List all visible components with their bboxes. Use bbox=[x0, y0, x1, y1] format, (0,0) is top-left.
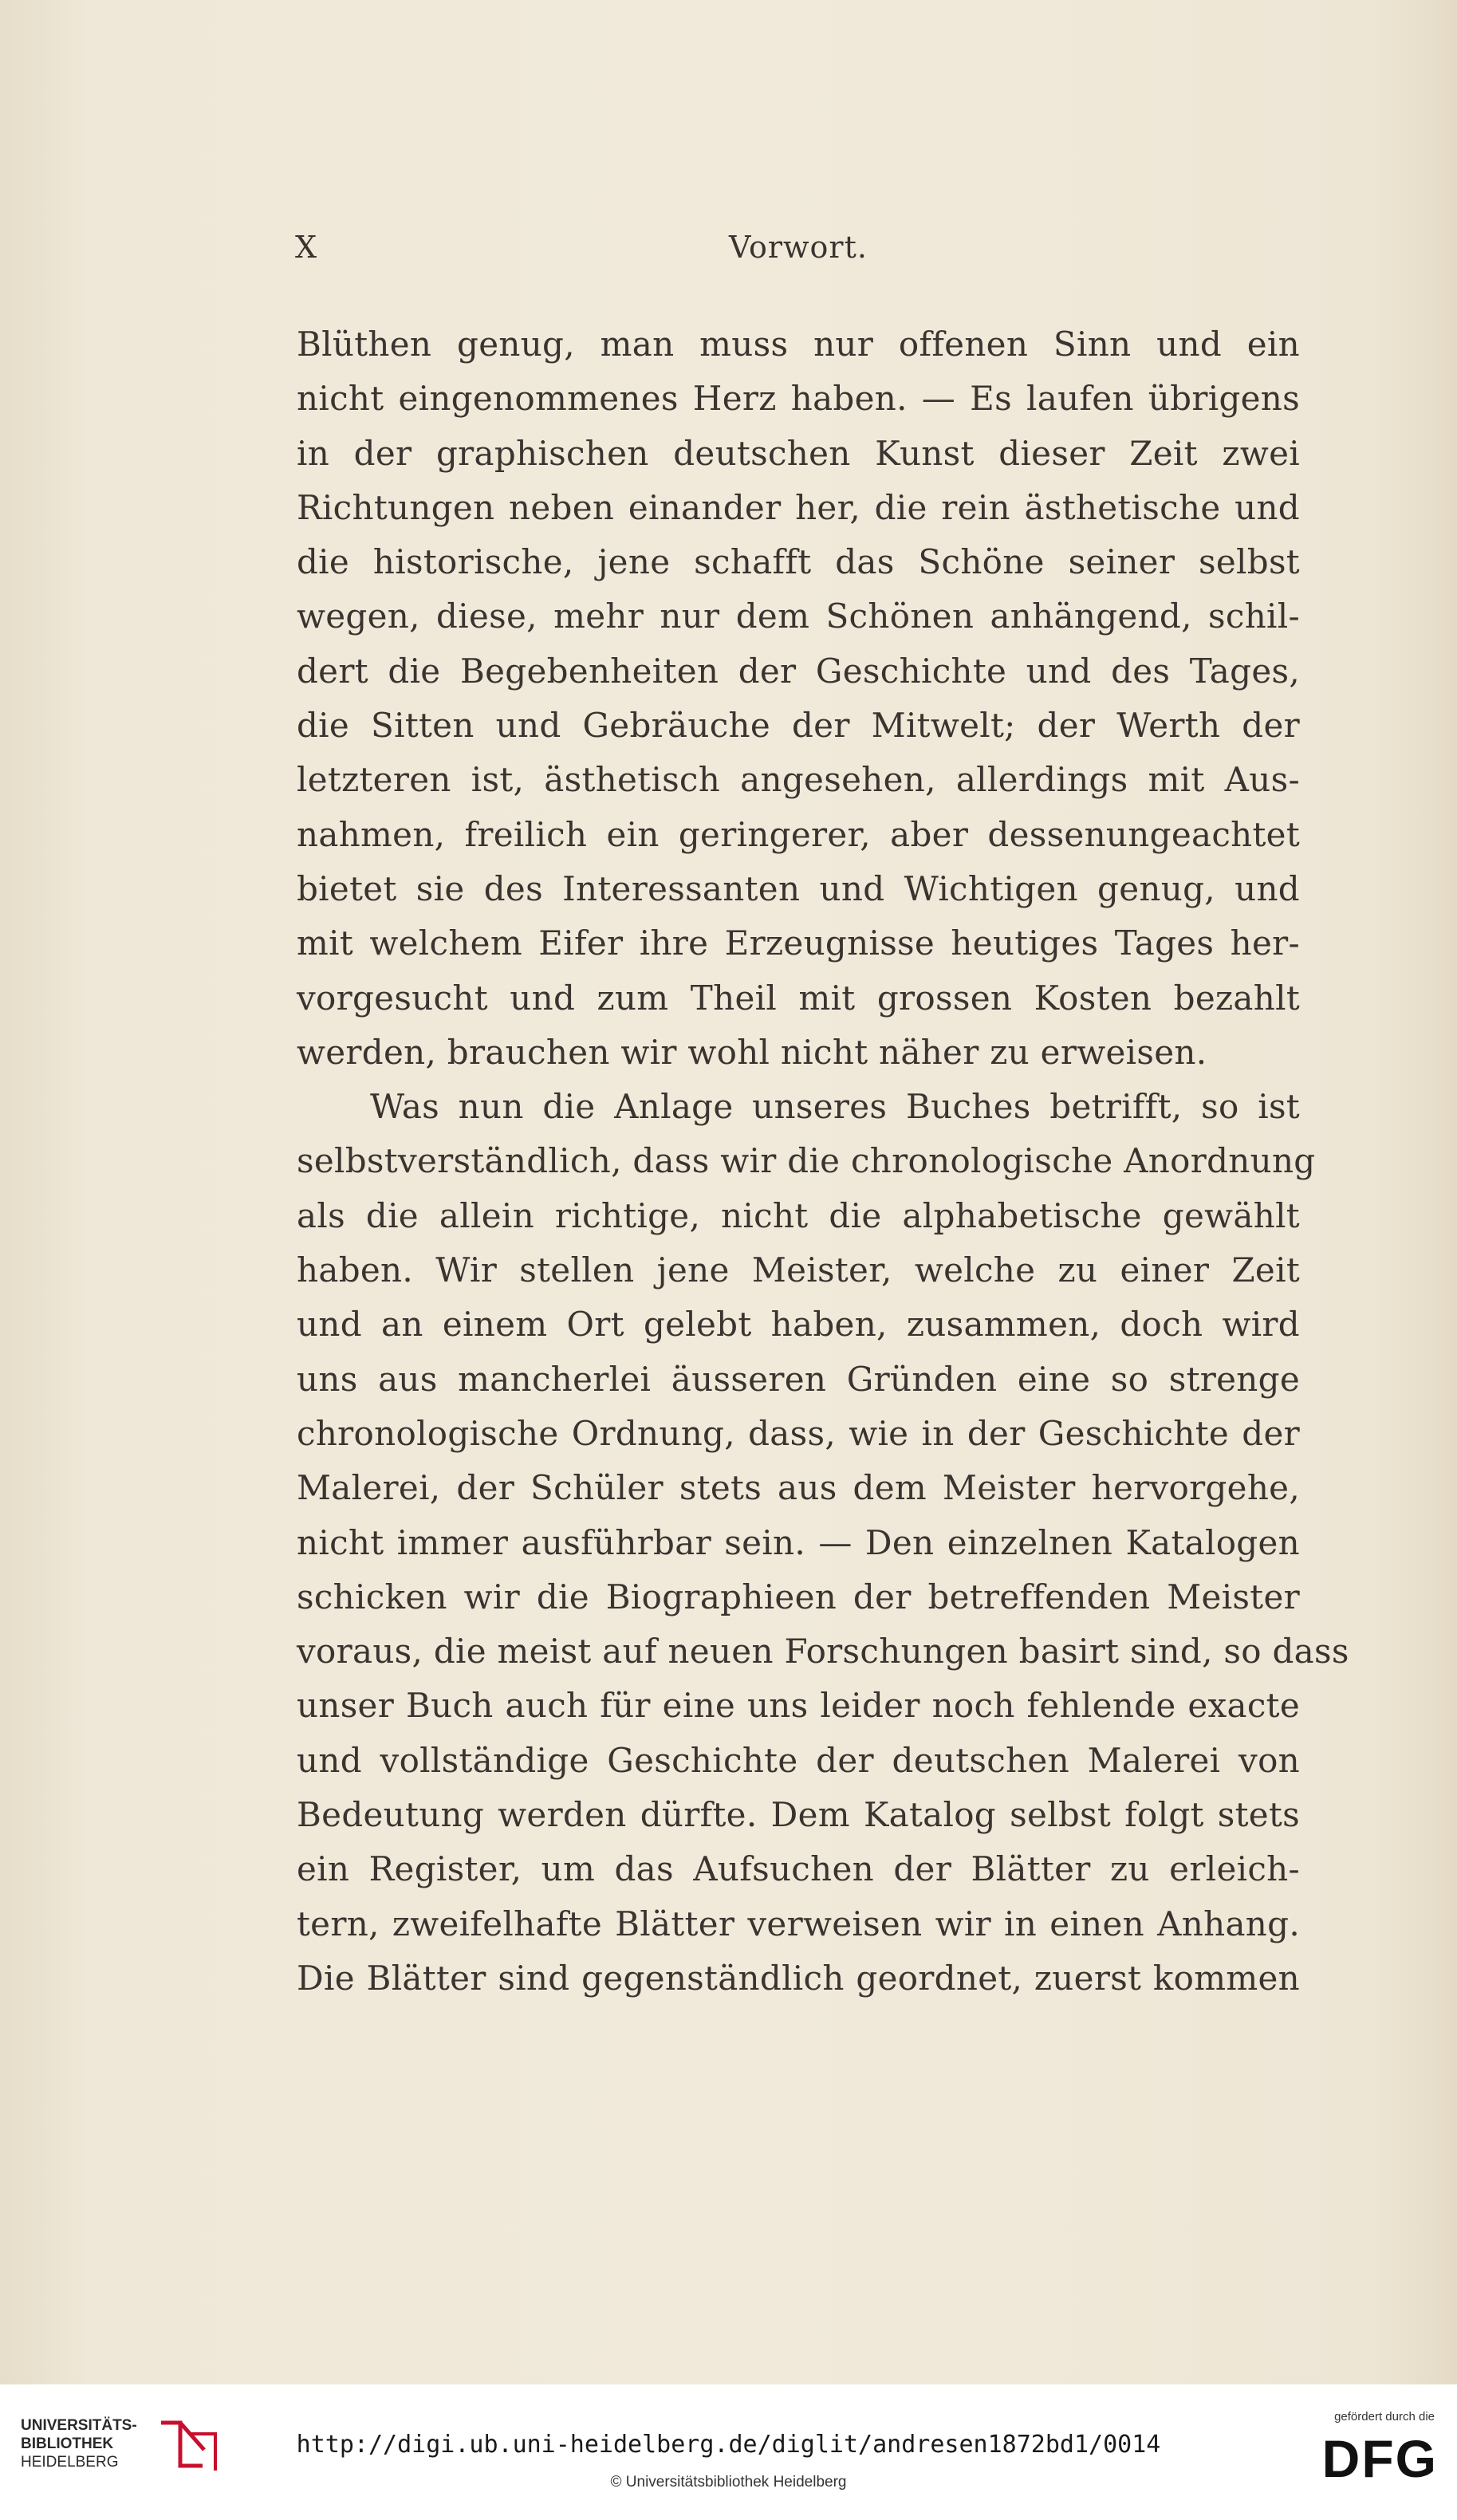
text-line: und an einem Ort gelebt haben, zusammen, doch wird bbox=[297, 1305, 1300, 1345]
text-line: und vollständige Geschichte der deutschen Malerei von bbox=[297, 1740, 1300, 1780]
text-line: Was nun die Anlage unseres Buches betrifft, so ist bbox=[370, 1087, 1300, 1127]
text-line: bietet sie des Interessanten und Wichtigen genug, und bbox=[297, 868, 1300, 908]
running-title: Vorwort. bbox=[729, 230, 868, 265]
text-line: ein Register, um das Aufsuchen der Blätter zu erleich- bbox=[297, 1849, 1300, 1889]
text-line: wegen, diese, mehr nur dem Schönen anhängend, schil- bbox=[297, 597, 1300, 636]
text-line: Die Blätter sind gegenständlich geordnet, zuerst kommen bbox=[297, 1958, 1300, 1998]
text-line: vorgesucht und zum Theil mit grossen Kosten bezahlt bbox=[297, 978, 1300, 1018]
text-line: haben. Wir stellen jene Meister, welche zu einer Zeit bbox=[297, 1250, 1300, 1290]
text-line: Blüthen genug, man muss nur offenen Sinn und ein bbox=[297, 325, 1300, 364]
text-line: Malerei, der Schüler stets aus dem Meister hervorgehe, bbox=[297, 1468, 1300, 1508]
text-line: tern, zweifelhafte Blätter verweisen wir in einen Anhang. bbox=[297, 1904, 1300, 1943]
text-line: in der graphischen deutschen Kunst dieser Zeit zwei bbox=[297, 433, 1300, 473]
logo-line: BIBLIOTHEK bbox=[21, 2435, 114, 2452]
digitization-footer bbox=[0, 2384, 1457, 2520]
text-line: voraus, die meist auf neuen Forschungen basirt sind, so dass bbox=[297, 1632, 1349, 1671]
funding-caption: gefördert durch die bbox=[1334, 2410, 1435, 2424]
text-line: nicht immer ausführbar sein. — Den einzelnen Katalogen bbox=[297, 1522, 1300, 1562]
logo-line: HEIDELBERG bbox=[21, 2454, 119, 2471]
text-line: dert die Begebenheiten der Geschichte und des Tages, bbox=[297, 651, 1300, 691]
logo-line: UNIVERSITÄTS- bbox=[21, 2417, 137, 2434]
text-line: werden, brauchen wir wohl nicht näher zu erweisen. bbox=[297, 1032, 1207, 1072]
dfg-logo: DFG bbox=[1321, 2429, 1438, 2488]
text-line: uns aus mancherlei äusseren Gründen eine so strenge bbox=[297, 1359, 1300, 1399]
text-line: nahmen, freilich ein geringerer, aber dessenungeachtet bbox=[297, 814, 1300, 854]
permalink-url[interactable]: http://digi.ub.uni-heidelberg.de/diglit/andresen1872bd1/0014 bbox=[296, 2431, 1161, 2459]
text-line: die historische, jene schafft das Schöne seiner selbst bbox=[297, 542, 1300, 582]
text-line: chronologische Ordnung, dass, wie in der Geschichte der bbox=[297, 1413, 1300, 1453]
text-line: nicht eingenommenes Herz haben. — Es laufen übrigens bbox=[297, 379, 1300, 419]
text-line: letzteren ist, ästhetisch angesehen, allerdings mit Aus- bbox=[297, 760, 1300, 800]
running-head bbox=[295, 230, 1301, 278]
text-line: mit welchem Eifer ihre Erzeugnisse heutiges Tages her- bbox=[297, 923, 1300, 963]
body-text bbox=[297, 317, 1349, 2006]
text-line: schicken wir die Biographieen der betreffenden Meister bbox=[297, 1577, 1300, 1616]
dfg-funding-block[interactable] bbox=[1286, 2410, 1438, 2506]
copyright-notice: © Universitätsbibliothek Heidelberg bbox=[610, 2474, 847, 2490]
page-number: X bbox=[295, 230, 319, 265]
text-line: als die allein richtige, nicht die alphabetische gewählt bbox=[297, 1195, 1300, 1235]
text-line: Bedeutung werden dürfte. Dem Katalog selbst folgt stets bbox=[297, 1795, 1300, 1835]
text-line: Richtungen neben einander her, die rein ästhetische und bbox=[297, 487, 1300, 527]
text-line: unser Buch auch für eine uns leider noch fehlende exacte bbox=[297, 1686, 1300, 1726]
text-line: selbstverständlich, dass wir die chronologische Anordnung bbox=[297, 1141, 1316, 1181]
text-line: die Sitten und Gebräuche der Mitwelt; der Werth der bbox=[297, 706, 1300, 746]
